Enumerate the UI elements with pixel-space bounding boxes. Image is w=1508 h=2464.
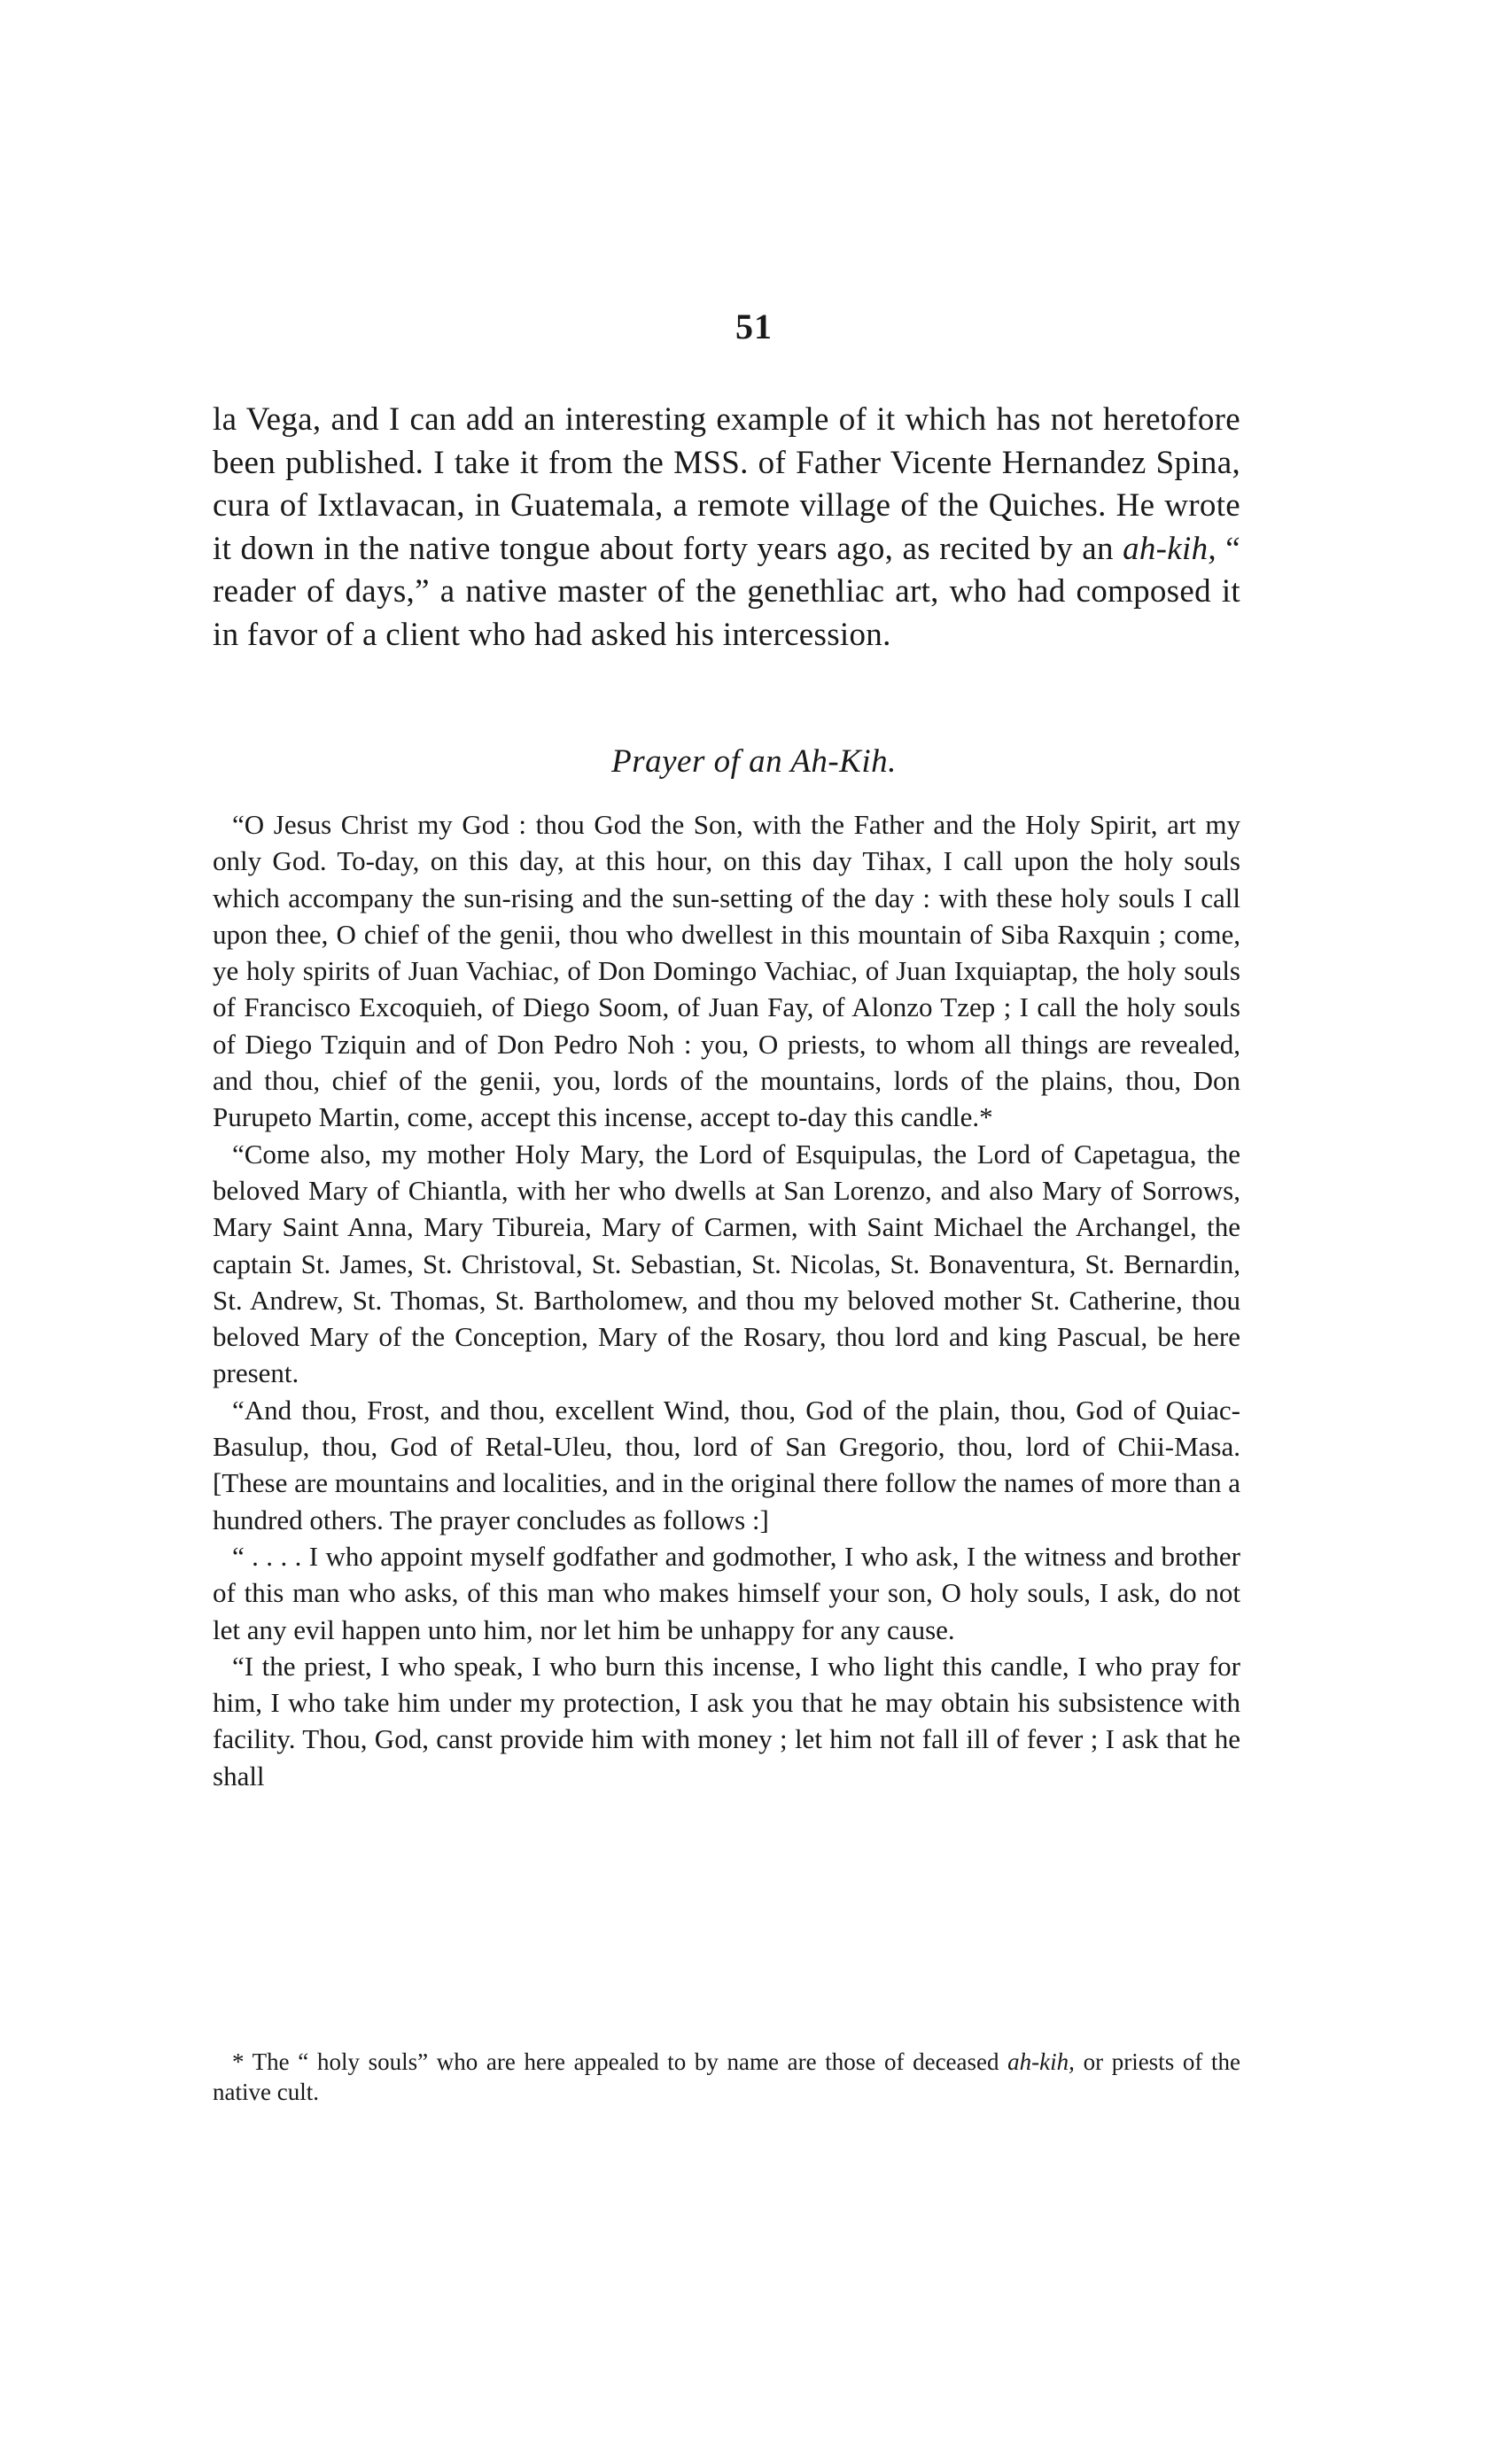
footnote-text <box>213 2047 1240 2107</box>
prayer-paragraph-3: “And thou, Frost, and thou, excellent Wind, thou, God of the plain, thou, God of Quiac-Basulup, thou, God of Retal-Uleu, thou, lord of San Gregorio, thou, lord of Chii-Masa. [These are mountains and localities, and in the original there follow the names of more than a hundred others. The prayer concludes as follows :] <box>213 1394 1240 1535</box>
prayer-paragraph-4: “ . . . . I who appoint myself godfather and godmother, I who ask, I the witness and brother of this man who asks, of this man who makes himself your son, O holy souls, I ask, do not let any evil happen unto him, nor let him be unhappy for any cause. <box>213 1540 1240 1645</box>
footnote-text-part-1: * The “ holy souls” who are here appealed to by name are those of deceased <box>232 2048 1008 2075</box>
prayer-paragraph-5: “I the priest, I who speak, I who burn this incense, I who light this candle, I who pray for him, I who take him under my protection, I ask you that he may obtain his subsistence with facility. Thou, God, canst provide him with money ; let him not fall ill of fever ; I ask that he shall <box>213 1650 1240 1792</box>
footnote <box>213 2047 1240 2107</box>
intro-italic-term: ah-kih, <box>1123 530 1217 567</box>
prayer-heading: Prayer of an Ah-Kih. <box>611 743 897 780</box>
intro-text <box>213 399 1240 657</box>
page-number: 51 <box>735 307 773 346</box>
footnote-text-part-2: or priests of the native cult. <box>213 2048 1240 2105</box>
intro-paragraph <box>213 399 1240 657</box>
intro-text-part-1: la Vega, and I can add an interesting example of it which has not heretofore been published. I take it from the MSS. of Father Vicente Hernandez Spina, cura of Ixtlavacan, in Guatemala, a remote village of the Quiches. He wrote it down in the native tongue about forty years ago, as recited by an <box>213 401 1240 567</box>
prayer-paragraph-1: “O Jesus Christ my God : thou God the Son, with the Father and the Holy Spirit, art my only God. To-day, on this day, at this hour, on this day Tihax, I call upon the holy souls which accompany the sun-rising and the sun-setting of the day : with these holy souls I call upon thee, O chief of the genii, thou who dwellest in this mountain of Siba Raxquin ; come, ye holy spirits of Juan Vachiac, of Don Domingo Vachiac, of Juan Ixquiaptap, the holy souls of Francisco Excoquieh, of Diego Soom, of Juan Fay, of Alonzo Tzep ; I call the holy souls of Diego Tziquin and of Don Pedro Noh : you, O priests, to whom all things are revealed, and thou, chief of the genii, you, lords of the mountains, lords of the plains, thou, Don Purupeto Martin, come, accept this incense, accept to-day this candle.* <box>213 809 1240 1133</box>
intro-text-part-2: “ reader of days,” a native master of the genethliac art, who had composed it in favor of a client who had asked his intercession. <box>213 530 1240 653</box>
footnote-italic-term: ah-kih, <box>1007 2048 1075 2075</box>
prayer-paragraph-2: “Come also, my mother Holy Mary, the Lord of Esquipulas, the Lord of Capetagua, the beloved Mary of Chiantla, with her who dwells at San Lorenzo, and also Mary of Sorrows, Mary Saint Anna, Mary Tibureia, Mary of Carmen, with Saint Michael the Archangel, the captain St. James, St. Christoval, St. Sebastian, St. Nicolas, St. Bonaventura, St. Bernardin, St. Andrew, St. Thomas, St. Bartholomew, and thou my beloved mother St. Catherine, thou beloved Mary of the Conception, Mary of the Rosary, thou lord and king Pascual, be here present. <box>213 1138 1240 1389</box>
prayer-body <box>213 806 1240 1794</box>
